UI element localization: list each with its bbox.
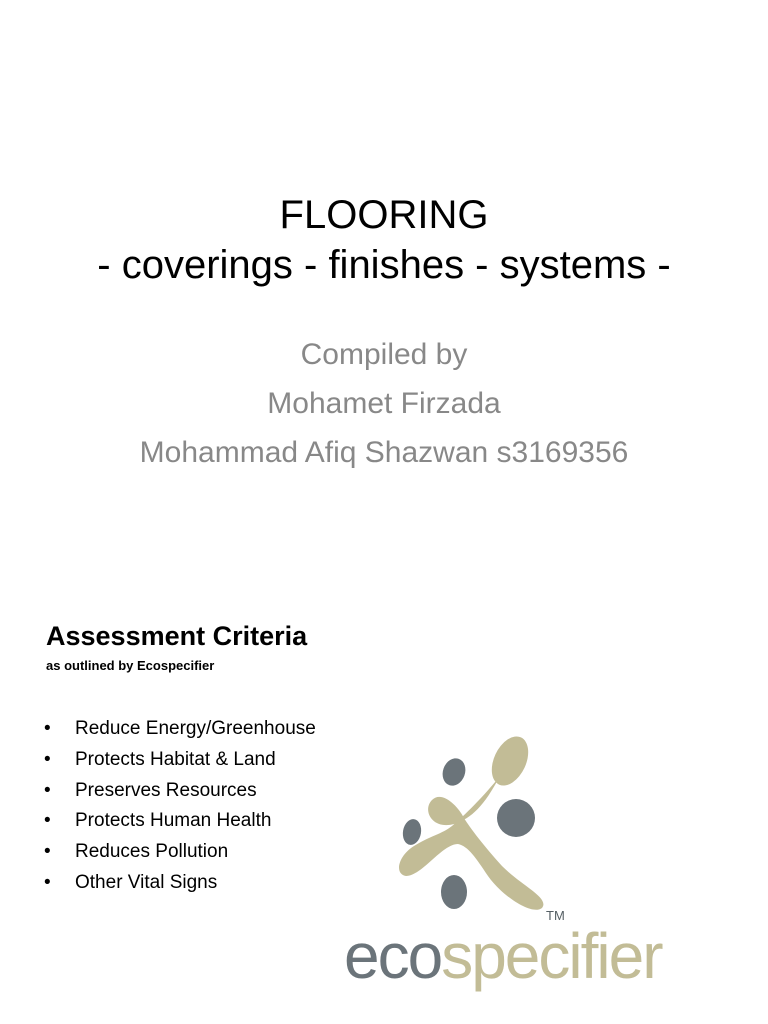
bullet-icon: • (44, 810, 51, 832)
list-item (42, 776, 316, 807)
list-item-text: Other Vital Signs (75, 871, 218, 893)
slide-title (0, 190, 768, 290)
list-item-text: Protects Human Health (75, 810, 272, 832)
list-item (42, 745, 316, 776)
assessment-subheading: as outlined by Ecospecifier (46, 658, 215, 673)
title-line-2: - coverings - finishes - systems - (97, 243, 671, 287)
wordmark-eco: eco (344, 920, 442, 992)
subtitle-line-compiled-by: Compiled by (300, 338, 468, 371)
subtitle-line-author-2: Mohammad Afiq Shazwan s3169356 (139, 436, 629, 469)
list-item-text: Reduce Energy/Greenhouse (75, 718, 316, 739)
criteria-list (42, 714, 316, 899)
ecospecifier-logo-icon (392, 726, 562, 916)
assessment-slide (0, 576, 768, 1024)
bullet-icon: • (44, 718, 51, 739)
list-item (42, 837, 316, 868)
list-item-text: Preserves Resources (75, 779, 257, 801)
bullet-icon: • (44, 779, 51, 801)
title-line-1: FLOORING (279, 193, 489, 237)
ecospecifier-wordmark (344, 916, 662, 996)
trademark-mark: TM (546, 908, 565, 923)
list-item (42, 868, 316, 899)
wordmark-specifier: specifier (441, 920, 662, 992)
bullet-icon: • (44, 841, 51, 863)
list-item (42, 806, 316, 837)
list-item-text: Protects Habitat & Land (75, 748, 276, 770)
bullet-icon: • (44, 871, 51, 893)
slide-subtitle (0, 330, 768, 477)
bullet-icon: • (44, 748, 51, 770)
assessment-heading: Assessment Criteria (46, 621, 308, 651)
list-item-text: Reduces Pollution (75, 841, 229, 863)
subtitle-line-author-1: Mohamet Firzada (267, 387, 501, 420)
list-item (42, 714, 316, 745)
